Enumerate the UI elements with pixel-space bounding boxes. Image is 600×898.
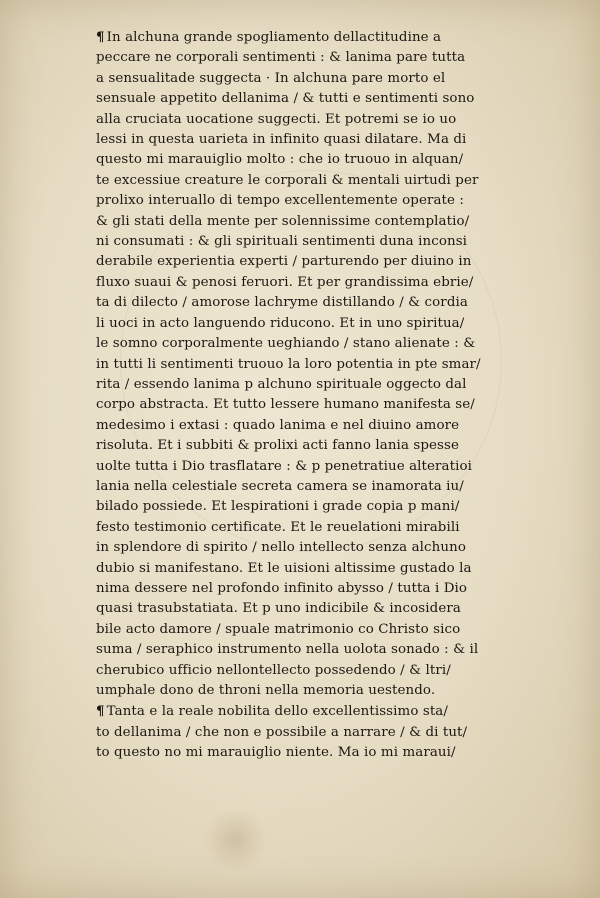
text-line: rita / essendo lanima p alchuno spirituale oggecto dal [96,376,467,392]
pilcrow-icon: ¶ [96,703,105,720]
text-line: a sensualitade suggecta · In alchuna pare morto el [96,70,446,86]
text-line: cherubico ufficio nellontellecto possedendo / & ltri/ [96,662,451,678]
text-line: fluxo suaui & penosi feruori. Et per grandissima ebrie/ [96,274,474,290]
text-line: le somno corporalmente ueghiando / stano alienate : & [96,336,476,352]
line-text: In alchuna grande spogliamento dellactitudine a [106,30,442,45]
text-line: & gli stati della mente per solennissime contemplatio/ [96,213,470,229]
text-line: uolte tutta i Dio trasflatare : & p penetratiue alteratioi [96,458,473,474]
text-line: dubio si manifestano. Et le uisioni altissime gustado la [96,560,472,576]
text-line: nima dessere nel profondo infinito abysso / tutta i Dio [96,580,468,596]
text-line: te excessiue creature le corporali & mentali uirtudi per [96,172,479,188]
text-line: questo mi marauiglio molto : che io truouo in alquan/ [96,152,464,168]
text-line: derabile experientia experti / parturendo per diuino in [96,254,472,270]
line-text: Tanta e la reale nobilita dello excellentissimo sta/ [106,704,448,720]
text-line: ta di dilecto / amorose lachryme distillando / & cordia [96,295,468,311]
text-line: quasi trasubstatiata. Et p uno indicibile & incosidera [96,601,461,617]
text-line: corpo abstracta. Et tutto lessere humano manifesta se/ [96,397,475,413]
text-line: to dellanima / che non e possibile a narrare / & di tut/ [96,724,468,740]
text-line: peccare ne corporali sentimenti : & lanima pare tutta [96,50,466,66]
text-line: medesimo i extasi : quado lanima e nel diuino amore [96,417,460,433]
pilcrow-icon: ¶ [96,29,105,45]
text-line: bilado possiede. Et lespirationi i grade copia p mani/ [96,499,460,515]
text-line: lessi in questa uarieta in infinito quasi dilatare. Ma di [96,132,467,148]
text-line: to questo no mi marauiglio niente. Ma io mi maraui/ [96,745,456,761]
text-line [96,27,544,48]
text-line: suma / seraphico instrumento nella uolota sonado : & il [96,642,479,658]
text-line: alla cruciata uocatione suggecti. Et potremi se io uo [96,111,457,127]
text-line: festo testimonio certificate. Et le reuelationi mirabili [96,519,460,535]
text-line: in tutti li sentimenti truouo la loro potentia in pte smar/ [96,356,481,372]
text-line: li uoci in acto languendo riducono. Et in uno spiritua/ [96,315,465,331]
text-line: bile acto damore / spuale matrimonio co Christo sico [96,621,461,637]
text-line: prolixo interuallo di tempo excellentemente operate : [96,193,465,209]
paper-stain [200,810,270,870]
text-line: risoluta. Et i subbiti & prolixi acti fanno lania spesse [96,438,460,454]
text-block [96,27,544,764]
text-line: sensuale appetito dellanima / & tutti e sentimenti sono [96,91,475,107]
text-line: in splendore di spirito / nello intellecto senza alchuno [96,540,466,556]
text-line [96,701,544,722]
text-line: umphale dono de throni nella memoria uestendo. [96,683,436,698]
text-line: ni consumati : & gli spirituali sentimenti duna inconsi [96,234,468,250]
text-line: lania nella celestiale secreta camera se inamorata iu/ [96,478,464,494]
